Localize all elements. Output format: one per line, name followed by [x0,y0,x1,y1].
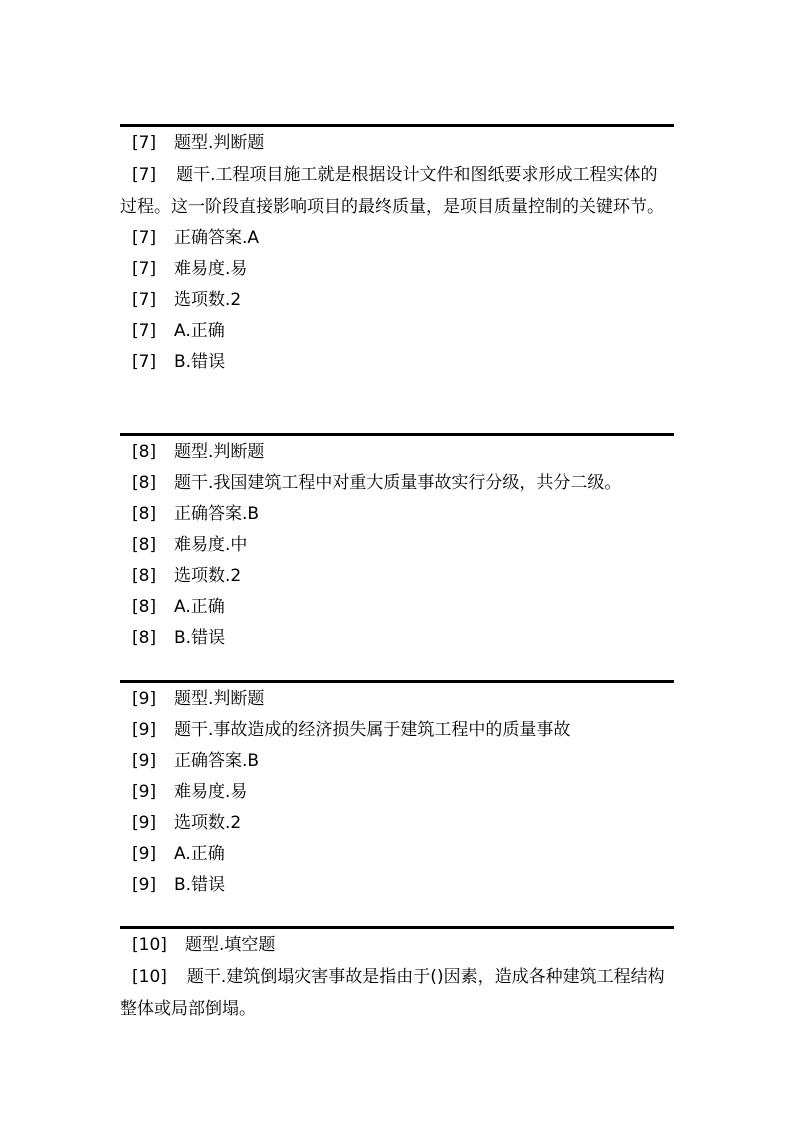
question-type: 题型.判断题 [174,133,265,153]
question-number: [8] [132,442,157,462]
question-stem-line [120,468,674,499]
question-number: [7] [132,352,157,372]
difficulty-line [120,530,674,561]
question-stem-line [120,715,674,746]
separator-rule [120,433,674,436]
question-number: [7] [132,321,157,341]
option-a-line [120,316,674,347]
question-stem: 题干.建筑倒塌灾害事故是指由于()因素，造成各种建筑工程结构整体或局部倒塌。 [120,967,665,1019]
question-type-line [120,684,674,715]
difficulty-line [120,254,674,285]
question-number: [10] [132,967,167,987]
option-a-line [120,592,674,623]
answer-line [120,499,674,530]
question-stem: 题干.我国建筑工程中对重大质量事故实行分级，共分二级。 [174,473,622,493]
question-number: [8] [132,597,157,617]
difficulty: 难易度.中 [174,535,248,555]
question-number: [9] [132,751,157,771]
question-number: [8] [132,628,157,648]
option-count: 选项数.2 [174,813,242,833]
option-b-line [120,623,674,654]
question-type-line [120,437,674,468]
question-number: [8] [132,473,157,493]
separator-rule [120,680,674,683]
separator-rule [120,926,674,929]
question-type-line [120,128,674,159]
question-number: [7] [132,228,157,248]
question-number: [9] [132,720,157,740]
question-number: [9] [132,782,157,802]
question-type: 题型.判断题 [174,689,265,709]
question-number: [9] [132,813,157,833]
option-b: B.错误 [174,875,226,895]
question-8 [120,437,674,654]
question-10 [120,930,674,1025]
question-number: [7] [132,165,157,185]
question-stem-line [120,961,674,1025]
question-stem-line [120,159,674,223]
separator-rule [120,124,674,127]
answer-line [120,223,674,254]
question-number: [8] [132,535,157,555]
question-stem: 题干.事故造成的经济损失属于建筑工程中的质量事故 [174,720,571,740]
question-number: [10] [132,935,167,955]
option-a: A.正确 [174,597,225,617]
difficulty: 难易度.易 [174,782,248,802]
question-number: [8] [132,504,157,524]
question-type-line [120,930,674,961]
correct-answer: 正确答案.B [174,504,260,524]
option-count: 选项数.2 [174,290,242,310]
option-count-line [120,561,674,592]
option-a-line [120,839,674,870]
correct-answer: 正确答案.A [174,228,260,248]
option-b-line [120,347,674,378]
question-type: 题型.判断题 [174,442,265,462]
option-count: 选项数.2 [174,566,242,586]
option-b-line [120,870,674,901]
option-count-line [120,808,674,839]
question-7 [120,128,674,378]
question-number: [8] [132,566,157,586]
difficulty: 难易度.易 [174,259,248,279]
difficulty-line [120,777,674,808]
question-number: [9] [132,844,157,864]
question-number: [9] [132,689,157,709]
question-number: [7] [132,259,157,279]
question-number: [7] [132,290,157,310]
option-a: A.正确 [174,844,225,864]
question-type: 题型.填空题 [185,935,276,955]
option-a: A.正确 [174,321,225,341]
answer-line [120,746,674,777]
question-9 [120,684,674,901]
option-b: B.错误 [174,352,226,372]
question-number: [7] [132,133,157,153]
option-b: B.错误 [174,628,226,648]
question-number: [9] [132,875,157,895]
option-count-line [120,285,674,316]
question-stem: 题干.工程项目施工就是根据设计文件和图纸要求形成工程实体的过程。这一阶段直接影响项目的最终质量，是项目质量控制的关键环节。 [120,165,664,217]
correct-answer: 正确答案.B [174,751,260,771]
